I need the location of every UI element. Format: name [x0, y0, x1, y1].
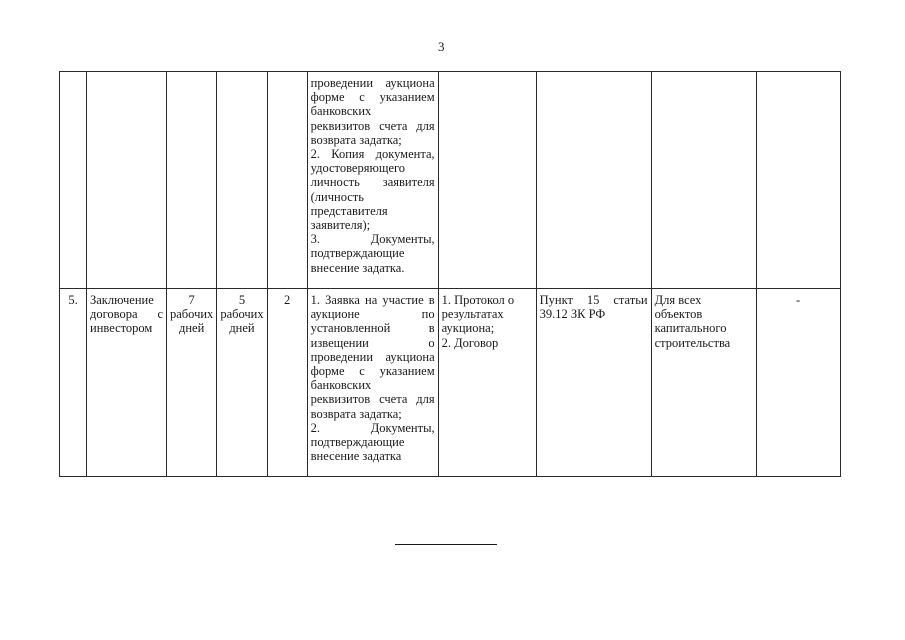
- cell-text-line: Пункт 15 статьи: [539, 293, 648, 307]
- term-cell: [167, 289, 217, 477]
- service-name-cell: [87, 72, 167, 289]
- table-row: [60, 72, 841, 289]
- cell-text-line: аукционе по: [310, 307, 435, 322]
- legal-basis-cell: [536, 289, 651, 477]
- term-cell: [217, 289, 267, 477]
- cell-text-line: форме с указанием: [310, 90, 435, 105]
- cell-text-line: банковских: [310, 104, 372, 119]
- cell-text-line: реквизитов счета для: [310, 118, 435, 133]
- cell-text-line: форме с указанием: [310, 364, 435, 379]
- cell-text-line: аукциона;: [441, 321, 495, 336]
- documents-cell: [307, 289, 438, 477]
- cell-text-line: 7: [188, 293, 195, 307]
- cell-text-line: подтверждающие: [310, 435, 405, 450]
- row-number-cell: 5.: [60, 289, 87, 477]
- closing-rule: [395, 544, 497, 545]
- cell-text-line: 5: [238, 293, 246, 307]
- count-cell: [267, 72, 307, 289]
- row-number-cell: [60, 72, 87, 289]
- table-row: [60, 289, 841, 477]
- legal-basis-cell: [536, 72, 651, 289]
- cell-text-line: инвестором: [90, 321, 153, 336]
- result-cell: [438, 72, 536, 289]
- cell-text-line: дней: [179, 321, 205, 336]
- cell-text-line: представителя: [310, 203, 388, 218]
- cell-text-line: рабочих: [220, 307, 264, 322]
- cell-text-line: (личность: [310, 189, 364, 204]
- cell-text-line: договора с: [90, 307, 163, 322]
- cell-text-line: реквизитов счета для: [310, 392, 435, 407]
- cell-text-line: банковских: [310, 378, 372, 393]
- cell-text-line: установленной в: [310, 321, 435, 336]
- cell-text-line: 39.12 ЗК РФ: [539, 307, 606, 322]
- cell-text-line: 1. Протокол о: [441, 293, 515, 307]
- documents-cell: [307, 72, 438, 289]
- objects-cell: [651, 289, 756, 477]
- cell-text-line: объектов: [654, 307, 703, 322]
- term-cell: [217, 72, 267, 289]
- cell-text-line: результатах: [441, 307, 504, 322]
- cell-text-line: заявителя);: [310, 218, 371, 233]
- note-cell: -: [756, 289, 840, 477]
- cell-text-line: внесение задатка: [310, 449, 402, 464]
- cell-text-line: подтверждающие: [310, 246, 405, 261]
- cell-text-line: личность заявителя: [310, 175, 435, 190]
- cell-text-line: 2. Договор: [441, 335, 499, 350]
- cell-text-line: проведении аукциона: [310, 76, 435, 90]
- cell-text-line: капитального: [654, 321, 727, 336]
- cell-text-line: извещении о: [310, 335, 435, 350]
- procedure-table: [59, 71, 841, 477]
- cell-text-line: Заключение: [90, 293, 154, 307]
- page-number: 3: [438, 39, 445, 54]
- cell-text-line: 1. Заявка на участие в: [310, 293, 435, 307]
- note-cell: [756, 72, 840, 289]
- result-cell: [438, 289, 536, 477]
- cell-text-line: рабочих: [170, 307, 214, 322]
- term-cell: [167, 72, 217, 289]
- cell-text-line: внесение задатка.: [310, 260, 405, 275]
- cell-text-line: 3. Документы,: [310, 232, 435, 247]
- cell-text-line: проведении аукциона: [310, 349, 435, 364]
- count-cell: 2: [267, 289, 307, 477]
- cell-text-line: Для всех: [654, 293, 702, 307]
- cell-text-line: 2. Копия документа,: [310, 147, 435, 162]
- cell-text-line: возврата задатка;: [310, 406, 402, 421]
- cell-text-line: дней: [229, 321, 255, 336]
- cell-text-line: возврата задатка;: [310, 132, 402, 147]
- cell-text-line: строительства: [654, 335, 731, 350]
- service-name-cell: [87, 289, 167, 477]
- cell-text-line: 2. Документы,: [310, 420, 435, 435]
- cell-text-line: удостоверяющего: [310, 161, 406, 176]
- objects-cell: [651, 72, 756, 289]
